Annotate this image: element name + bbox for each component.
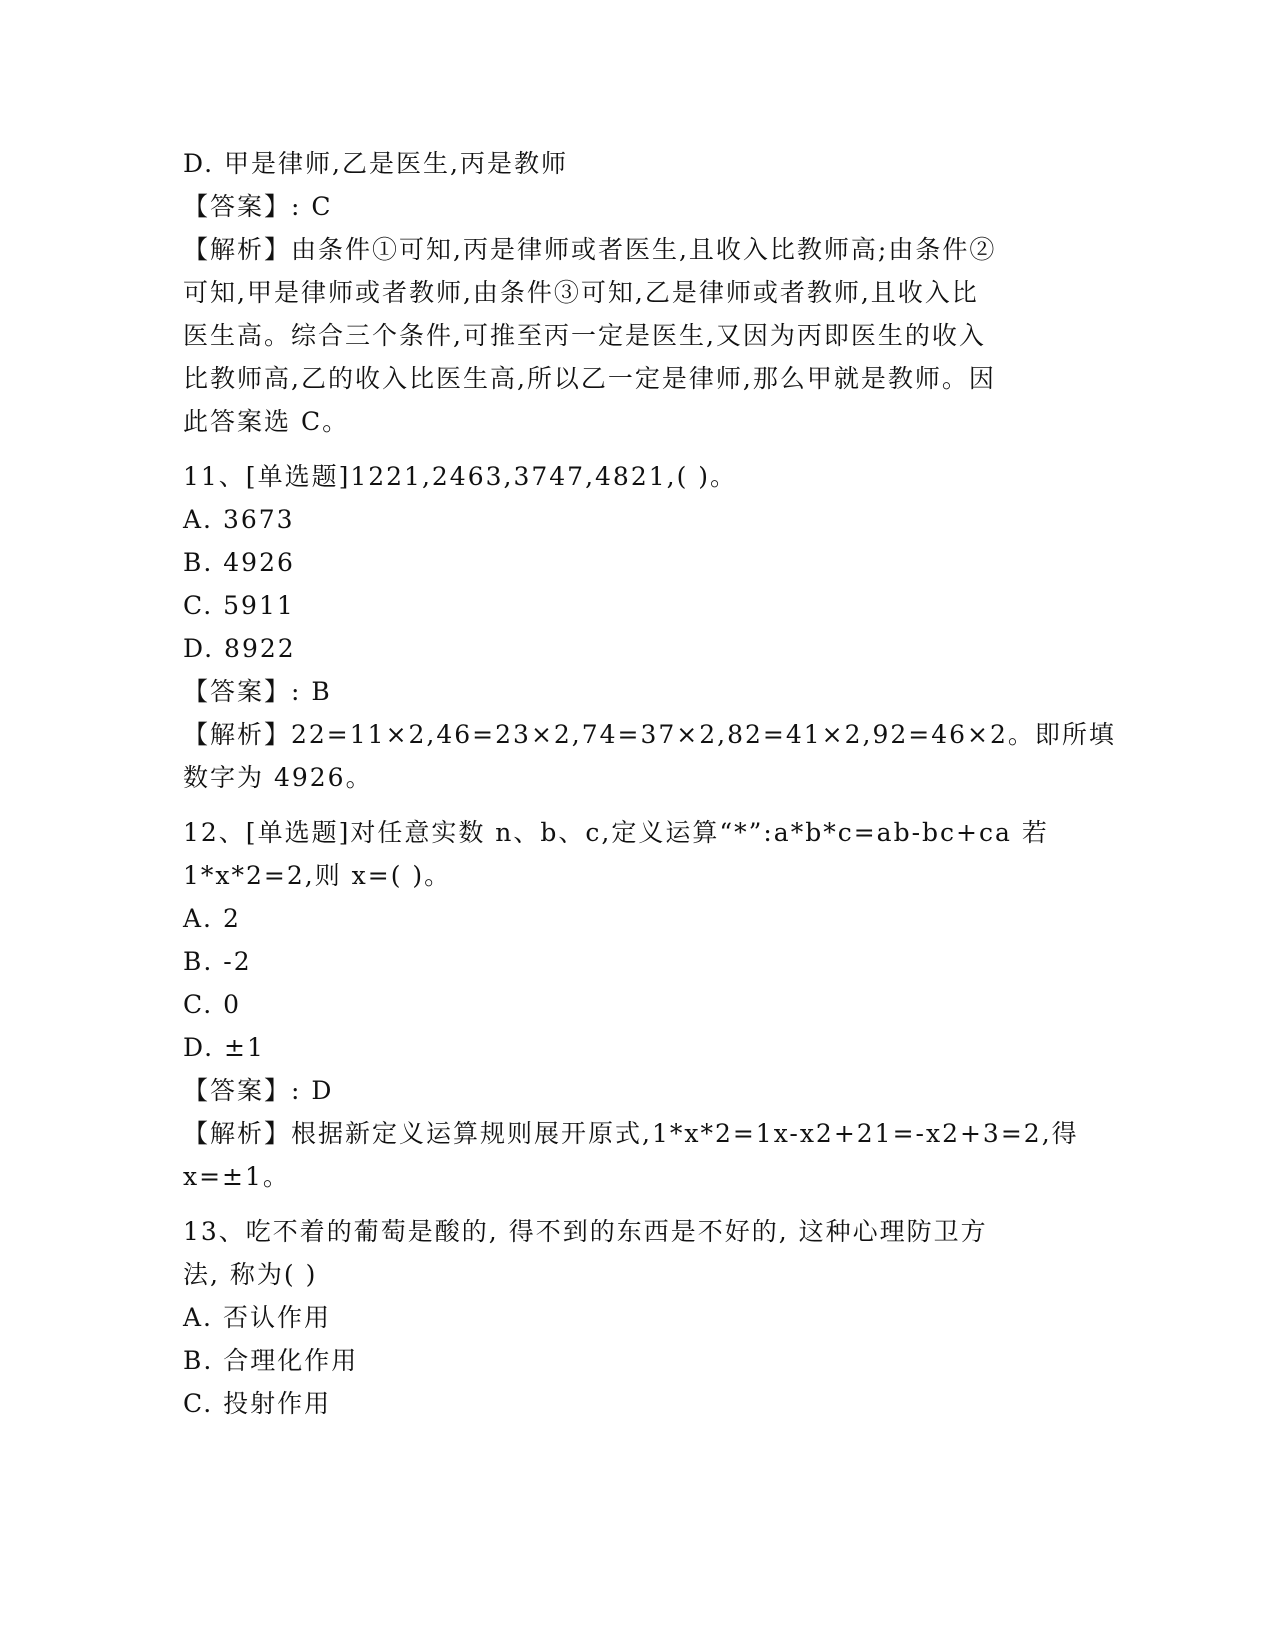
analysis-line: 数字为 4926。 xyxy=(183,763,373,792)
answer-line: 【答案】: B xyxy=(183,677,332,706)
option-b: B. 4926 xyxy=(183,548,295,577)
prev-question-block xyxy=(183,142,1063,443)
analysis-line: 医生高。综合三个条件,可推至丙一定是医生,又因为丙即医生的收入 xyxy=(183,321,986,350)
question-stem: 12、[单选题]对任意实数 n、b、c,定义运算“*”:a*b*c=ab-bc+ca 若 xyxy=(183,818,1049,847)
question-13 xyxy=(183,1210,1063,1425)
option-a: A. 否认作用 xyxy=(183,1303,331,1332)
option-d: D. 甲是律师,乙是医生,丙是教师 xyxy=(183,149,568,178)
analysis-line: 【解析】22=11×2,46=23×2,74=37×2,82=41×2,92=46×2。即所填 xyxy=(183,720,1116,749)
analysis-line: 此答案选 C。 xyxy=(183,407,350,436)
option-c: C. 投射作用 xyxy=(183,1389,332,1418)
question-stem: 1*x*2=2,则 x=( )。 xyxy=(183,861,452,890)
analysis-line: 比教师高,乙的收入比医生高,所以乙一定是律师,那么甲就是教师。因 xyxy=(183,364,996,393)
answer-line: 【答案】: D xyxy=(183,1076,334,1105)
option-d: D. ±1 xyxy=(183,1033,265,1062)
question-stem: 11、[单选题]1221,2463,3747,4821,( )。 xyxy=(183,462,738,491)
analysis-line: 可知,甲是律师或者教师,由条件③可知,乙是律师或者教师,且收入比 xyxy=(183,278,979,307)
analysis-line: 【解析】根据新定义运算规则展开原式,1*x*2=1x-x2+21=-x2+3=2,得 xyxy=(183,1119,1079,1148)
option-b: B. -2 xyxy=(183,947,252,976)
spacer xyxy=(183,1198,1063,1210)
analysis-line: x=±1。 xyxy=(183,1162,290,1191)
question-12 xyxy=(183,811,1079,1198)
option-c: C. 5911 xyxy=(183,591,295,620)
option-a: A. 2 xyxy=(183,904,241,933)
document-page xyxy=(183,142,1116,1425)
answer-line: 【答案】: C xyxy=(183,192,333,221)
question-11 xyxy=(183,455,1116,799)
option-d: D. 8922 xyxy=(183,634,296,663)
spacer xyxy=(183,443,1063,455)
question-stem: 13、吃不着的葡萄是酸的, 得不到的东西是不好的, 这种心理防卫方 xyxy=(183,1217,988,1246)
spacer xyxy=(183,799,1063,811)
question-stem: 法, 称为( ) xyxy=(183,1260,318,1289)
option-a: A. 3673 xyxy=(183,505,295,534)
analysis-line: 【解析】由条件①可知,丙是律师或者医生,且收入比教师高;由条件② xyxy=(183,235,997,264)
option-c: C. 0 xyxy=(183,990,242,1019)
option-b: B. 合理化作用 xyxy=(183,1346,359,1375)
